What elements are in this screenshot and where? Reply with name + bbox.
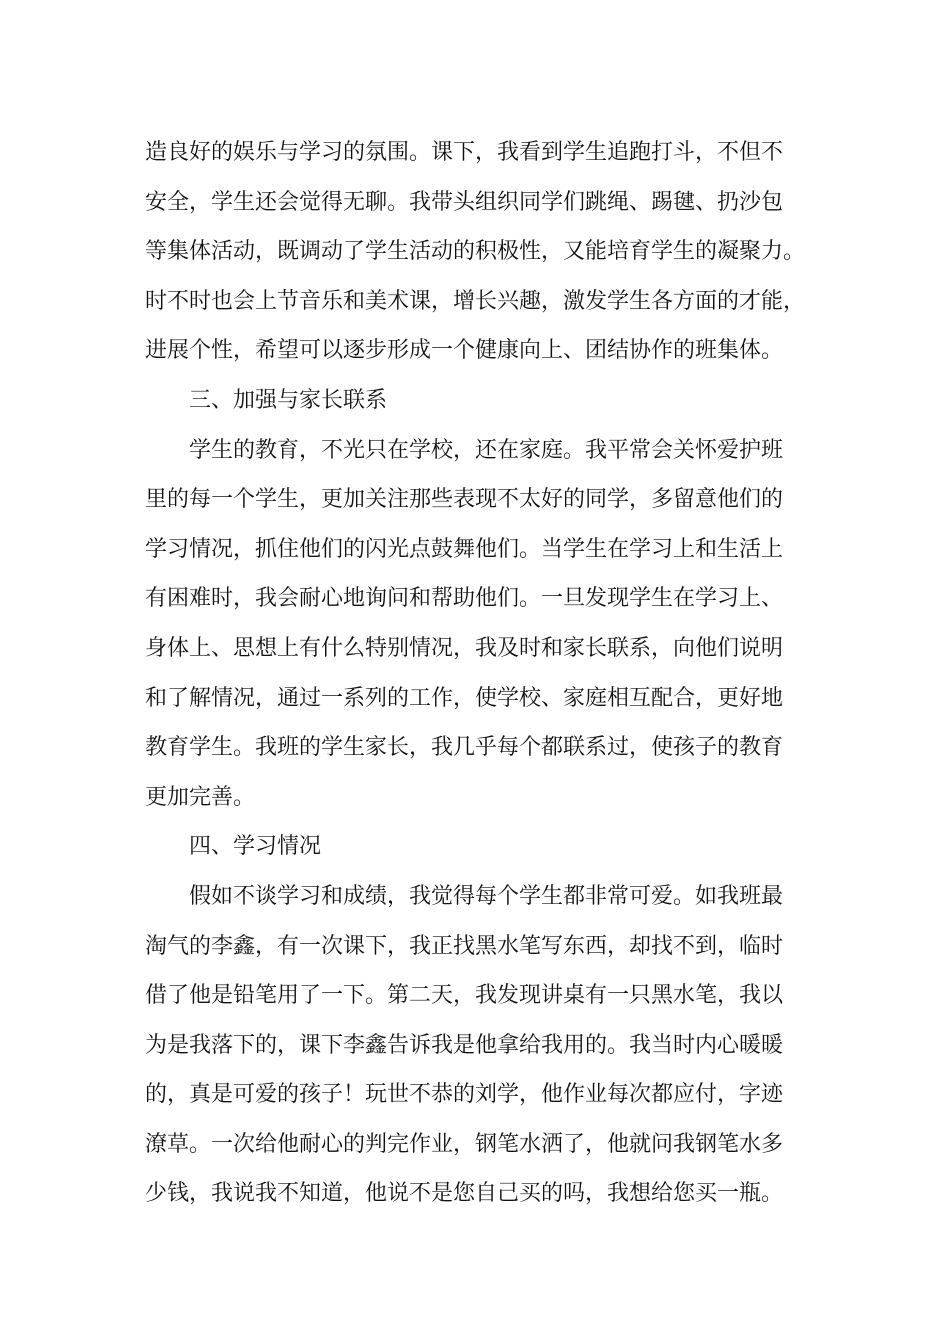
- paragraph-line: 潦草。一次给他耐心的判完作业，钢笔水洒了，他就问我钢笔水多: [145, 1131, 784, 1157]
- paragraph-line: 里的每一个学生，更加关注那些表现不太好的同学，多留意他们的: [145, 487, 784, 513]
- paragraph-line: 学生的教育，不光只在学校，还在家庭。我平常会关怀爱护班: [189, 437, 784, 463]
- paragraph-line: 的，真是可爱的孩子！玩世不恭的刘学，他作业每次都应付，字迹: [145, 1082, 784, 1108]
- section-heading: 四、学习情况: [189, 834, 322, 860]
- paragraph-line: 进展个性，希望可以逐步形成一个健康向上、团结协作的班集体。: [145, 338, 784, 364]
- paragraph-line: 学习情况，抓住他们的闪光点鼓舞他们。当学生在学习上和生活上: [145, 536, 784, 562]
- paragraph-line: 安全，学生还会觉得无聊。我带头组织同学们跳绳、踢毽、扔沙包: [145, 189, 784, 215]
- paragraph-line: 淘气的李鑫，有一次课下，我正找黑水笔写东西，却找不到，临时: [145, 933, 784, 959]
- paragraph-line: 和了解情况，通过一系列的工作，使学校、家庭相互配合，更好地: [145, 685, 784, 711]
- paragraph-line: 等集体活动，既调动了学生活动的积极性，又能培育学生的凝聚力。: [145, 239, 806, 265]
- paragraph-line: 为是我落下的，课下李鑫告诉我是他拿给我用的。我当时内心暖暖: [145, 1032, 784, 1058]
- paragraph-line: 教育学生。我班的学生家长，我几乎每个都联系过，使孩子的教育: [145, 735, 784, 761]
- section-heading: 三、加强与家长联系: [189, 387, 388, 413]
- paragraph-line: 假如不谈学习和成绩，我觉得每个学生都非常可爱。如我班最: [189, 883, 784, 909]
- paragraph-line: 借了他是铅笔用了一下。第二天，我发现讲桌有一只黑水笔，我以: [145, 983, 784, 1009]
- paragraph-line: 造良好的娱乐与学习的氛围。课下，我看到学生追跑打斗，不但不: [145, 140, 784, 165]
- paragraph-line: 身体上、思想上有什么特别情况，我及时和家长联系，向他们说明: [145, 635, 784, 661]
- paragraph-line: 更加完善。: [145, 784, 256, 810]
- paragraph-line: 时不时也会上节音乐和美术课，增长兴趣，激发学生各方面的才能，: [145, 288, 806, 314]
- document-body: [145, 128, 835, 1219]
- paragraph-line: 有困难时，我会耐心地询问和帮助他们。一旦发现学生在学习上、: [145, 586, 784, 612]
- paragraph-line: 少钱，我说我不知道，他说不是您自己买的吗，我想给您买一瓶。: [145, 1181, 784, 1207]
